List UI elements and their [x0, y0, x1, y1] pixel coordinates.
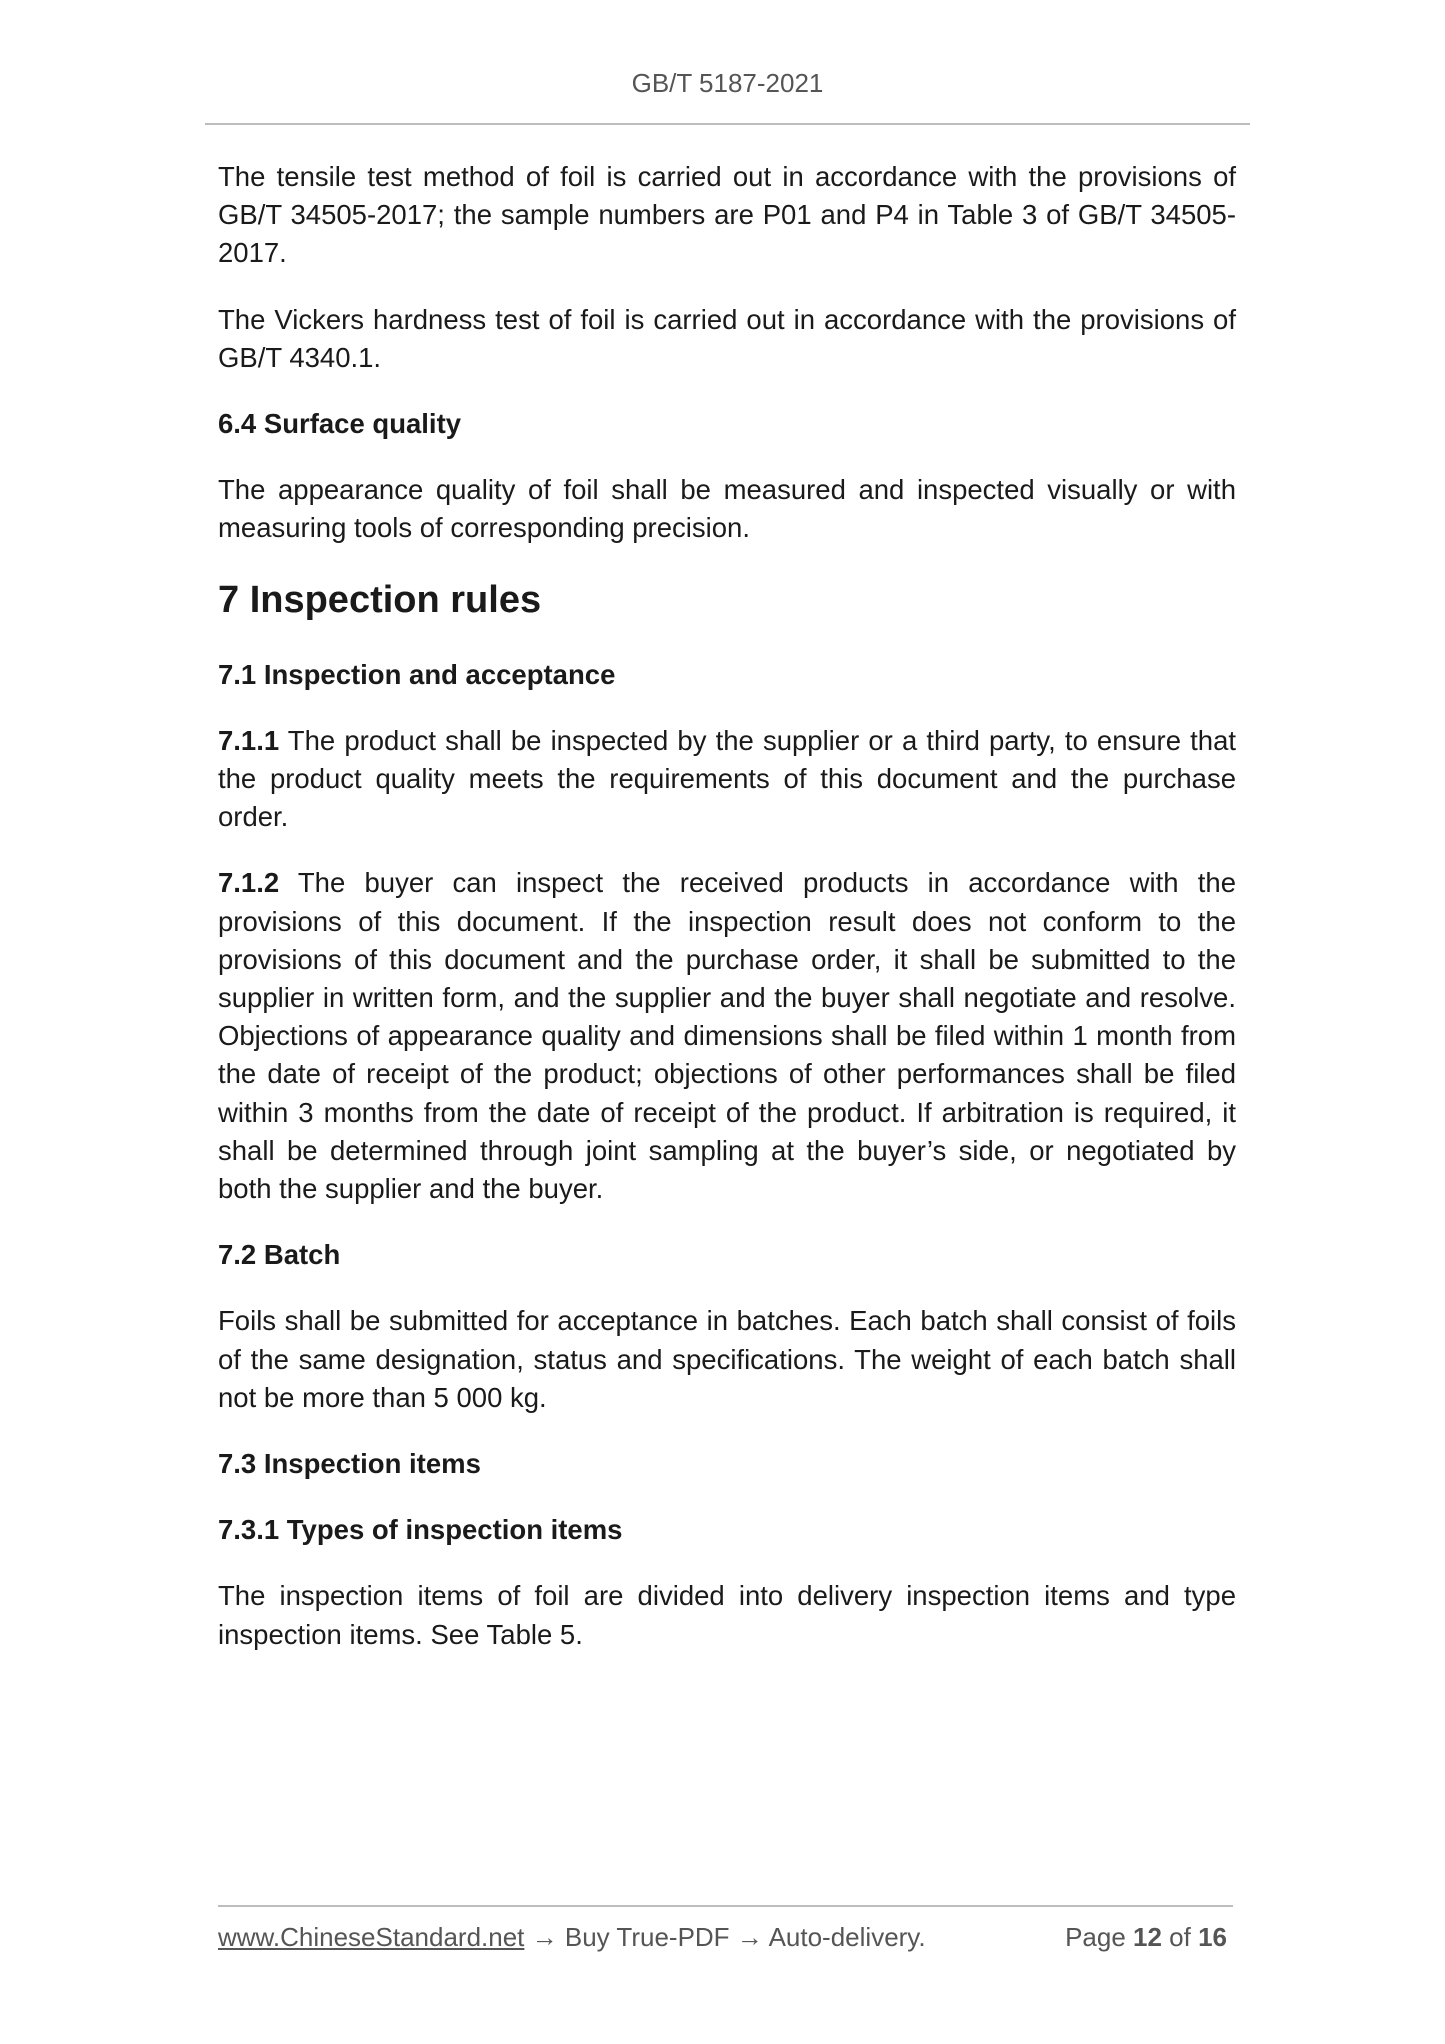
page-header-doc-code: GB/T 5187-2021 — [631, 68, 824, 98]
website-link[interactable]: www.ChineseStandard.net — [218, 1922, 525, 1952]
paragraph-surface-quality: The appearance quality of foil shall be measured and inspected visually or with measuring tools of corresponding precision. — [218, 474, 1236, 544]
clause-7-1-1 — [218, 722, 1236, 837]
paragraph-tensile-test: The tensile test method of foil is carried out in accordance with the provisions of GB/T 34505-2017; the sample numbers are P01 and P4 in Table 3 of GB/T 34505-2017. — [218, 161, 1236, 269]
clause-7-1-2-number: 7.1.2 — [218, 867, 280, 899]
heading-7-3: 7.3 Inspection items — [218, 1448, 481, 1480]
page-word: Page — [1065, 1922, 1134, 1952]
heading-7-2: 7.2 Batch — [218, 1239, 341, 1271]
page-current: 12 — [1133, 1922, 1162, 1952]
footer-tagline: → Buy True-PDF → Auto-delivery. — [524, 1922, 926, 1952]
of-word: of — [1161, 1922, 1199, 1952]
document-body — [218, 158, 1236, 1682]
clause-7-1-2-text: The buyer can inspect the received products in accordance with the provisions of this document. If the inspection result does not conform to the provisions of this document and the purchase order, it shall be submitted to the supplier in written form, and the supplier and the buyer shall negotiate and resolve. Objections of appearance quality and dimensions shall be filed within 1 month from the date of receipt of the product; objections of other performances shall be filed within 3 months from the date of receipt of the product. If arbitration is required, it shall be determined through joint sampling at the buyer’s side, or negotiated by both the supplier and the buyer. — [218, 867, 1236, 1205]
header-divider — [205, 123, 1250, 125]
heading-6-4: 6.4 Surface quality — [218, 408, 462, 440]
clause-7-1-1-number: 7.1.1 — [218, 724, 280, 756]
heading-7: 7 Inspection rules — [218, 578, 542, 621]
clause-7-1-2 — [218, 864, 1236, 1208]
page-indicator — [1065, 1920, 1227, 1954]
page-total: 16 — [1198, 1922, 1227, 1952]
page-footer — [218, 1920, 1233, 1954]
clause-7-1-1-text: The product shall be inspected by the supplier or a third party, to ensure that the product quality meets the requirements of this document and the purchase order. — [218, 724, 1236, 833]
footer-divider — [218, 1905, 1233, 1907]
paragraph-batch: Foils shall be submitted for acceptance in batches. Each batch shall consist of foils of the same designation, status and specifications. The weight of each batch shall not be more than 5 000 kg. — [218, 1305, 1236, 1413]
heading-7-1: 7.1 Inspection and acceptance — [218, 658, 616, 690]
paragraph-vickers-test: The Vickers hardness test of foil is carried out in accordance with the provisions of GB/T 4340.1. — [218, 303, 1236, 373]
paragraph-inspection-items: The inspection items of foil are divided into delivery inspection items and type inspection items. See Table 5. — [218, 1580, 1236, 1650]
heading-7-3-1: 7.3.1 Types of inspection items — [218, 1514, 623, 1546]
